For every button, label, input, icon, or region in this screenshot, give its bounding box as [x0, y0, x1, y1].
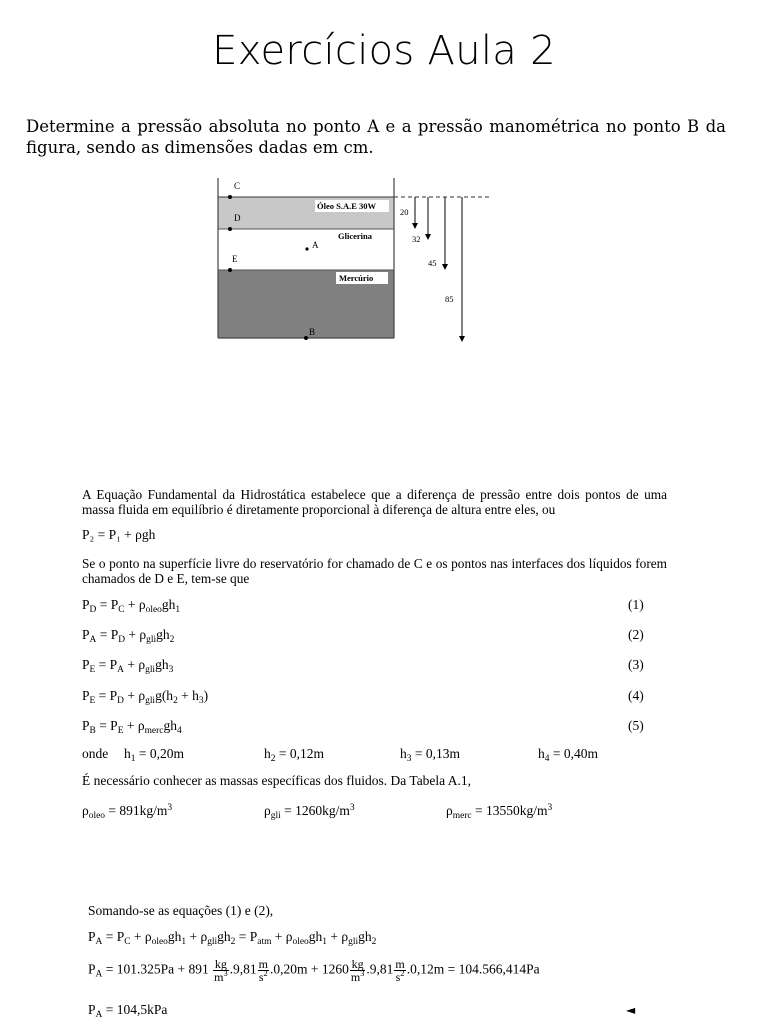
page-title: Exercícios Aula 2: [212, 28, 556, 74]
point-b-dot: [304, 336, 308, 340]
equation-1: $P_D = P_C + \rho_{oleo}gh_1$: [82, 597, 181, 615]
equation-5: $P_B = P_E + \rho_{merc}gh_4$: [82, 718, 182, 736]
density-intro: É necessário conhecer as massas específicas dos fluidos. Da Tabela A.1,: [82, 773, 472, 788]
problem-statement: Determine a pressão absoluta no ponto A e a pressão manométrica no ponto B da figura, sendo as dimensões dadas em cm.: [26, 117, 726, 157]
h3-value: $h_3 = 0,13m$: [400, 746, 460, 764]
h2-value: $h_2 = 0,12m$: [264, 746, 324, 764]
pa-numeric: $P_A = 101.325Pa + 891$ $\frac{kg}{m^3}$ .9,81 $\frac{m}{s^2}$ .0,20m + 1260 $\frac{kg}{m^3}$ .9,81 $\frac{m}{s^2}$ .0,12m = 104.566,414Pa: [88, 957, 540, 984]
sum-text: Somando-se as equações (1) e (2),: [88, 903, 274, 918]
equation-4: $P_E = P_D + \rho_{gli}g(h_2 + h_3)$: [82, 688, 209, 706]
dim-32: 32: [412, 234, 421, 244]
point-a-dot: [305, 247, 308, 250]
end-marker-icon: ◄: [626, 1003, 636, 1017]
pa-symbolic: $P_A = P_C + \rho_{oleo}gh_1 + \rho_{gli}gh_2 = P_{atm} + \rho_{oleo}gh_1 + \rho_{gli}gh_2$: [88, 929, 377, 947]
naming-text: Se o ponto na superfície livre do reservatório for chamado de C e os pontos nas interfaces dos líquidos forem chamados de D e E, tem-se que: [82, 556, 667, 586]
mercury-label: Mercúrio: [339, 273, 374, 283]
equation-3-number: (3): [628, 657, 644, 672]
equation-1-number: (1): [628, 597, 644, 612]
reservoir-figure: [200, 172, 500, 352]
h4-value: $h_4 = 0,40m$: [538, 746, 598, 764]
point-d-label: D: [234, 213, 241, 223]
oil-label: Óleo S.A.E 30W: [317, 201, 377, 211]
point-d-dot: [228, 227, 232, 231]
solution-intro: A Equação Fundamental da Hidrostática estabelece que a diferença de pressão entre dois pontos de uma massa fluida em equilíbrio é diretamente proporcional à diferença de altura entre eles, ou: [82, 487, 667, 517]
dim-20: 20: [400, 207, 409, 217]
equation-4-number: (4): [628, 688, 644, 703]
dim-85: 85: [445, 294, 454, 304]
pa-final: $P_A = 104,5kPa$: [88, 1002, 168, 1020]
base-equation: P₂ = P₁ + ρgh: [82, 527, 156, 542]
point-e-dot: [228, 268, 232, 272]
point-b-label: B: [309, 327, 316, 337]
point-c-dot: [228, 195, 232, 199]
glycerin-label: Glicerina: [338, 231, 372, 241]
density-gli: $\rho_{gli} = 1260kg/m^3$: [264, 803, 355, 821]
equation-2-number: (2): [628, 627, 644, 642]
density-merc: $\rho_{merc} = 13550kg/m^3$: [446, 803, 553, 821]
point-a-label: A: [312, 240, 319, 250]
h1-value: $h_1 = 0,20m$: [124, 746, 184, 764]
onde-label: onde: [82, 746, 109, 761]
equation-3: $P_E = P_A + \rho_{gli}gh_3$: [82, 657, 174, 675]
equation-2: $P_A = P_D + \rho_{gli}gh_2$: [82, 627, 175, 645]
dim-45: 45: [428, 258, 437, 268]
density-oleo: $\rho_{oleo} = 891kg/m^3$: [82, 803, 173, 821]
point-c-label: C: [234, 181, 241, 191]
point-e-label: E: [232, 254, 238, 264]
equation-5-number: (5): [628, 718, 644, 733]
